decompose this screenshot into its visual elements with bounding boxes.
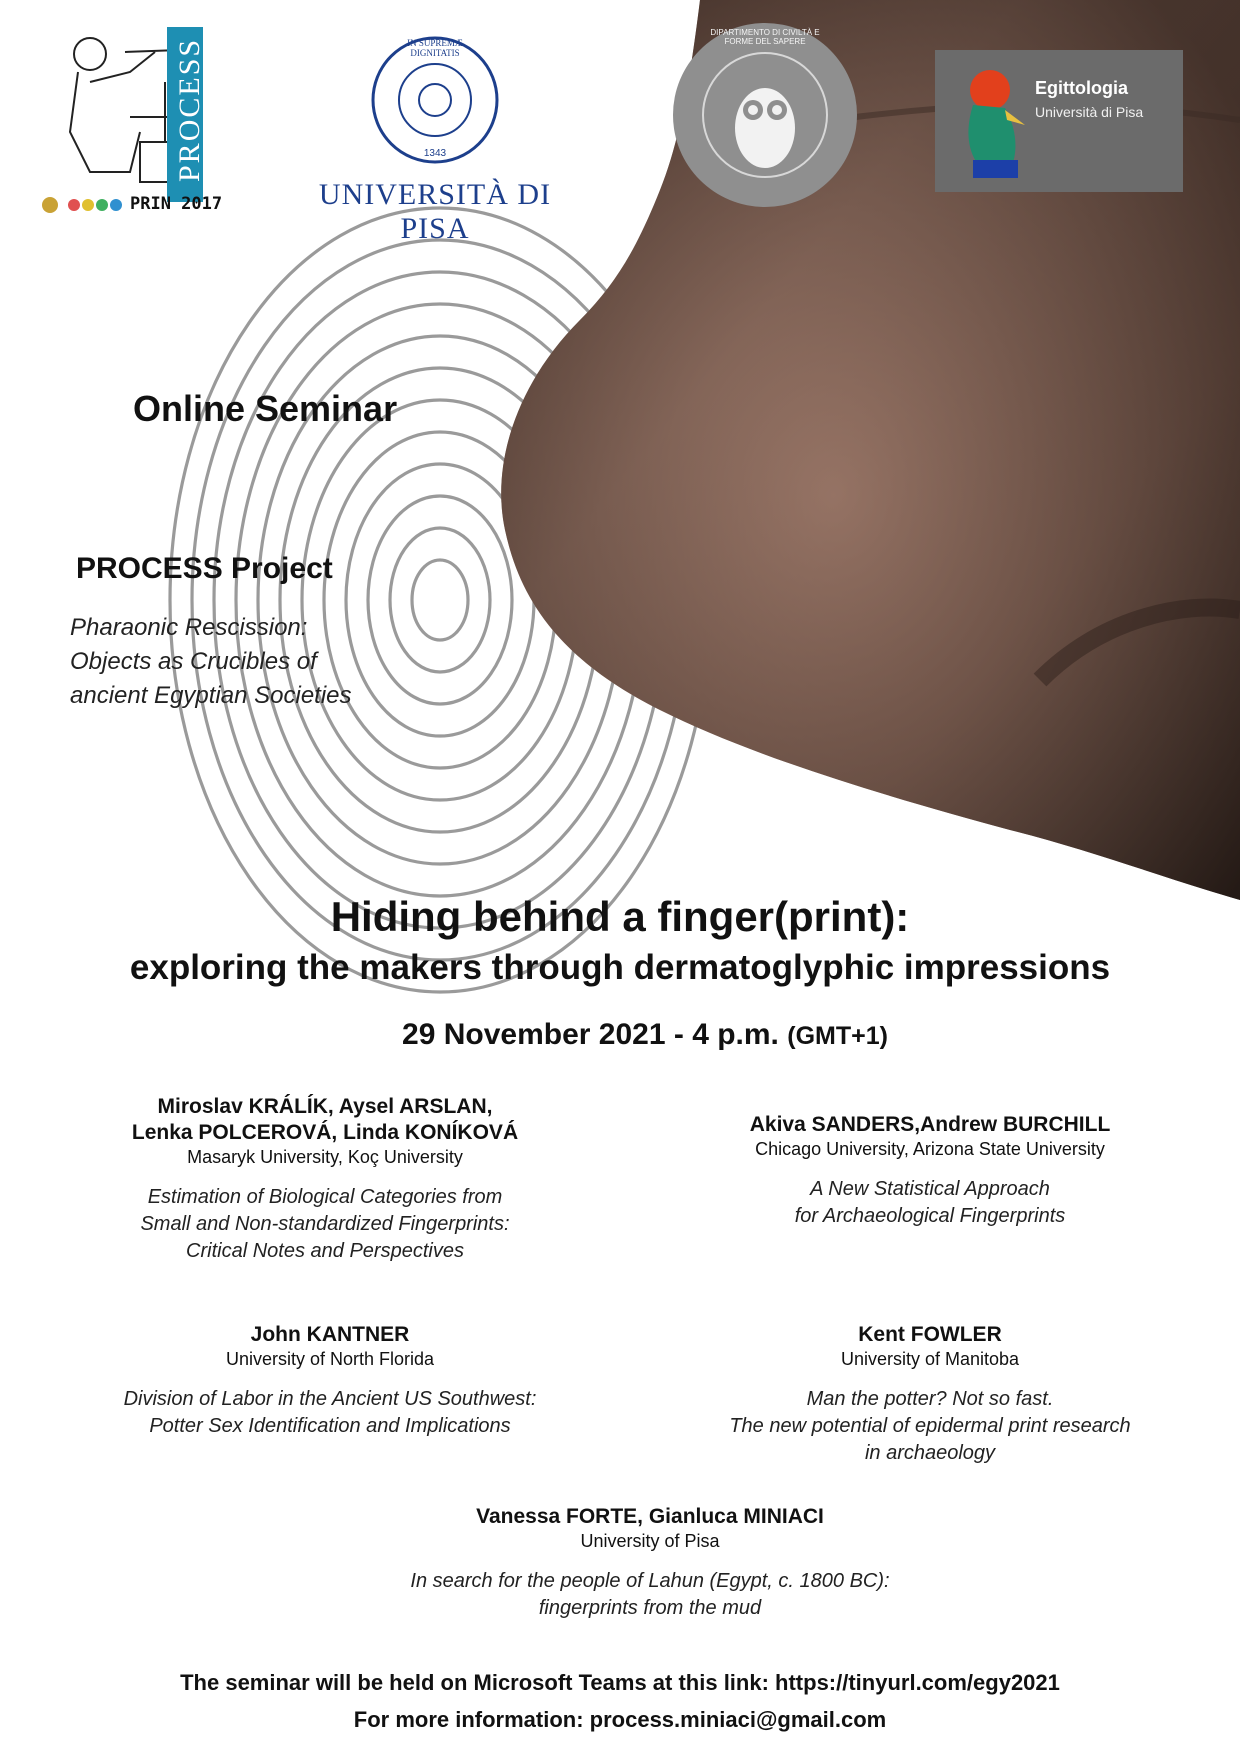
speaker-affiliation: Chicago University, Arizona State University	[755, 1139, 1105, 1159]
department-seal	[670, 20, 860, 210]
talk-title-line: In search for the people of Lahun (Egypt, c. 1800 BC):	[410, 1570, 890, 1592]
prin-badge: PRIN 2017	[130, 194, 223, 214]
date-time: 29 November 2021 - 4 p.m.	[402, 1018, 779, 1051]
egittologia-subtitle: Università di Pisa	[1035, 104, 1144, 120]
talk-title-line: A New Statistical Approach	[810, 1178, 1050, 1200]
owl-icon	[735, 88, 795, 168]
speaker-names: Lenka POLCEROVÁ, Linda KONÍKOVÁ	[131, 1121, 519, 1144]
speaker-names: Vanessa FORTE, Gianluca MINIACI	[476, 1505, 824, 1528]
egittologia-title: Egittologia	[1035, 78, 1128, 98]
speaker-names: Miroslav KRÁLÍK, Aysel ARSLAN,	[157, 1095, 493, 1118]
speaker-affiliation: University of North Florida	[225, 1349, 435, 1369]
talk-title-line: The new potential of epidermal print research	[729, 1415, 1131, 1437]
department-ring-text: DIPARTIMENTO DI CIVILTÀ E FORME DEL SAPERE	[710, 28, 820, 46]
speaker-names: Kent FOWLER	[858, 1323, 1002, 1346]
seminar-subtitle: exploring the makers through dermatoglyphic impressions	[129, 948, 1111, 987]
speaker-block	[660, 1112, 1200, 1230]
horus-icon	[935, 50, 1035, 192]
speaker-block	[660, 1322, 1200, 1467]
unipi-name: UNIVERSITÀ DI PISA	[318, 178, 552, 245]
talk-title-line: in archaeology	[864, 1442, 996, 1464]
talk-title-line: Estimation of Biological Categories from	[147, 1186, 503, 1208]
unipi-motto: IN SUPREMÆ DIGNITATIS	[407, 38, 463, 58]
talk-title-line: Small and Non-standardized Fingerprints:	[140, 1213, 510, 1235]
talk-title-line: fingerprints from the mud	[538, 1597, 762, 1619]
process-logo	[30, 22, 235, 222]
project-subtitle-line: Pharaonic Rescission:	[70, 614, 308, 641]
egittologia-logo	[935, 50, 1183, 192]
project-title: PROCESS Project	[76, 552, 333, 585]
speaker-names: Akiva SANDERS,Andrew BURCHILL	[749, 1113, 1111, 1136]
speaker-block	[60, 1094, 590, 1265]
talk-title-line: Division of Labor in the Ancient US Southwest:	[123, 1388, 537, 1410]
timezone: (GMT+1)	[787, 1022, 888, 1050]
unipi-logo	[285, 30, 585, 245]
speaker-names: John KANTNER	[250, 1323, 410, 1346]
miur-text	[72, 218, 75, 219]
seminar-date	[0, 1018, 1240, 1052]
speaker-block	[300, 1504, 1000, 1622]
talk-title-line: Man the potter? Not so fast.	[806, 1388, 1054, 1410]
speaker-affiliation: University of Manitoba	[840, 1349, 1020, 1369]
seminar-type: Online Seminar	[133, 388, 398, 429]
project-subtitle-line: Objects as Crucibles of	[70, 648, 317, 675]
speaker-block	[60, 1322, 600, 1440]
unipi-year: 1343	[423, 148, 447, 159]
talk-title-line: for Archaeological Fingerprints	[794, 1205, 1066, 1227]
process-vertical-label: PROCESS	[173, 37, 206, 182]
project-subtitle-line: ancient Egyptian Societies	[70, 682, 352, 709]
speaker-affiliation: University of Pisa	[580, 1531, 720, 1551]
seminar-title: Hiding behind a finger(print):	[330, 893, 910, 940]
contact-info: For more information: process.miniaci@gmail.com	[353, 1707, 887, 1732]
speaker-affiliation: Masaryk University, Koç University	[187, 1147, 463, 1167]
teams-link-text: The seminar will be held on Microsoft Teams at this link: https://tinyurl.com/egy2021	[180, 1670, 1060, 1695]
talk-title-line: Potter Sex Identification and Implications	[149, 1415, 511, 1437]
talk-title-line: Critical Notes and Perspectives	[186, 1240, 464, 1262]
